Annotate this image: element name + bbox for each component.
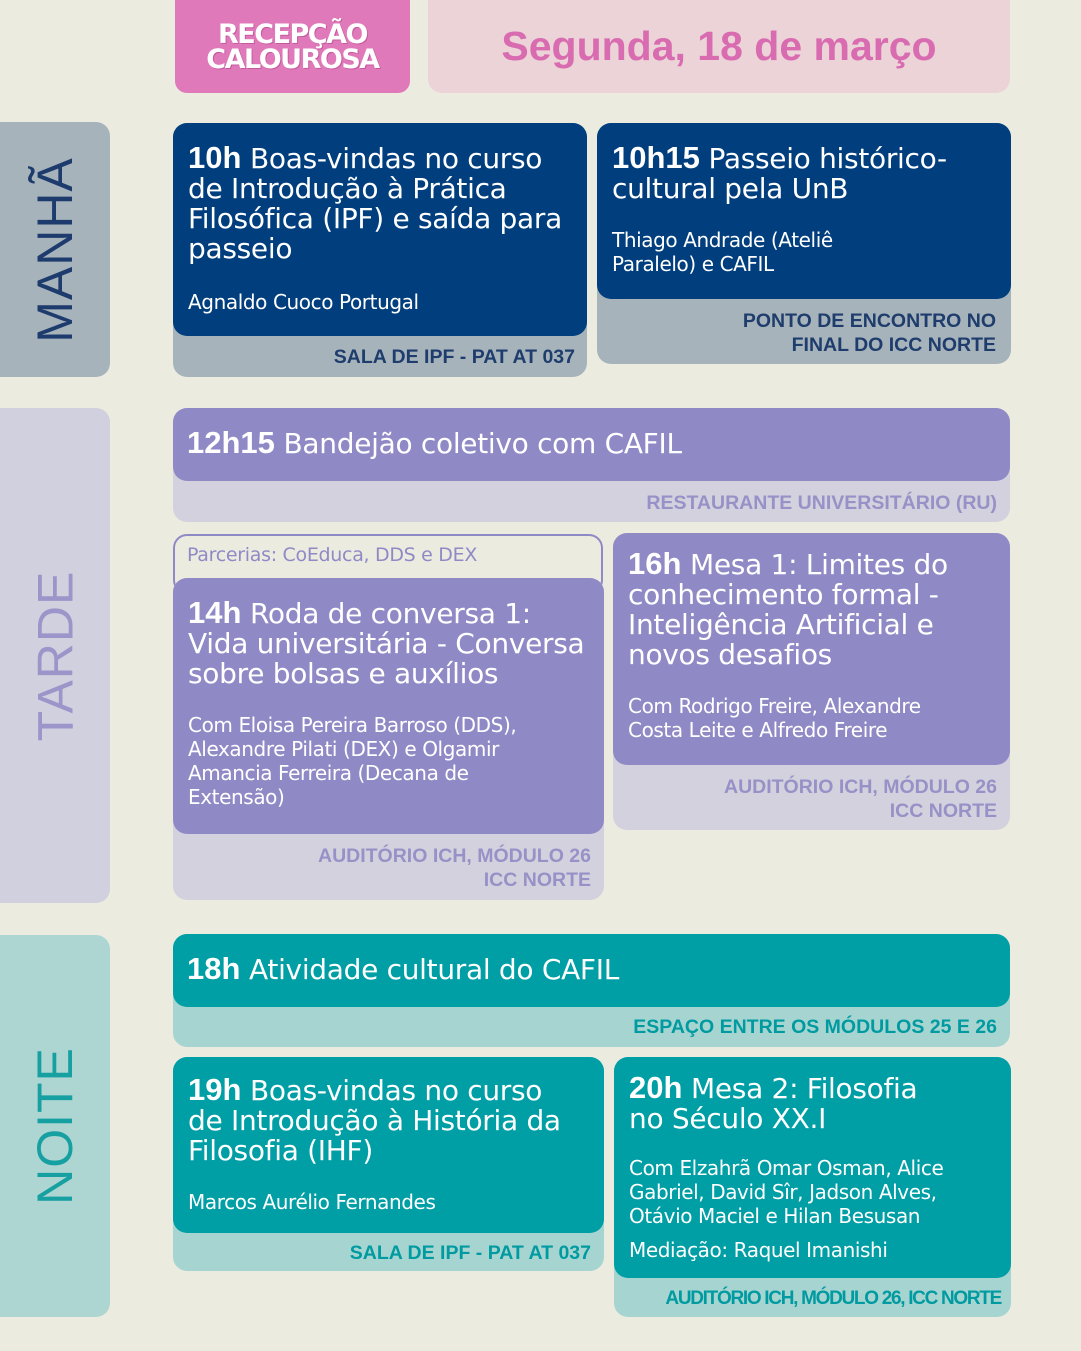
period-label-morning	[0, 122, 110, 377]
event-title-text: Mesa 1: Limites do conhecimento formal - Inteligência Artificial e novos desafios	[628, 548, 948, 671]
event-card-10h15	[597, 123, 1011, 364]
logo-line-2: CALOUROSA	[206, 43, 379, 75]
partners-text: Parcerias: CoEduca, DDS e DEX	[187, 544, 478, 566]
event-card-body	[597, 123, 1011, 299]
event-title	[629, 1070, 959, 1135]
event-card-14h	[173, 578, 604, 900]
event-time: 10h15	[612, 140, 700, 175]
event-title	[188, 1072, 583, 1167]
event-card-body	[173, 578, 604, 834]
event-title	[187, 425, 996, 460]
event-title	[188, 595, 588, 690]
event-title-text: Atividade cultural do CAFIL	[240, 953, 619, 986]
event-time: 19h	[188, 1072, 242, 1107]
date-banner	[428, 0, 1010, 93]
logo-line-1: RECEPÇÃO	[218, 18, 367, 50]
event-title-text: Passeio histórico-cultural pela UnB	[612, 142, 947, 205]
morning-label: MANHÃ	[27, 156, 84, 343]
event-time: 10h	[188, 140, 242, 175]
event-title	[612, 140, 996, 205]
event-card-body	[173, 934, 1010, 1007]
event-title-text: Bandejão coletivo com CAFIL	[274, 427, 682, 460]
event-card-body	[173, 1057, 604, 1233]
date-text: Segunda, 18 de março	[501, 23, 937, 69]
event-card-body	[173, 408, 1010, 481]
event-speakers: Com Eloisa Pereira Barroso (DDS), Alexandre Pilati (DEX) e Olgamir Amancia Ferreira (Decana de Extensão)	[188, 713, 517, 809]
event-time: 16h	[628, 546, 682, 581]
event-speakers: Marcos Aurélio Fernandes	[188, 1190, 436, 1214]
event-time: 18h	[187, 951, 241, 986]
event-logo	[175, 0, 410, 93]
event-speakers: Thiago Andrade (Ateliê Paralelo) e CAFIL	[612, 228, 833, 276]
event-card-16h	[613, 533, 1010, 830]
event-speakers: Com Elzahrã Omar Osman, Alice Gabriel, David Sîr, Jadson Alves, Otávio Maciel e Hilan Besusan	[629, 1156, 944, 1228]
event-location: AUDITÓRIO ICH, MÓDULO 26, ICC NORTE	[665, 1288, 1001, 1309]
event-location: AUDITÓRIO ICH, MÓDULO 26 ICC NORTE	[723, 776, 997, 822]
event-title	[187, 951, 996, 986]
event-mediation: Mediação: Raquel Imanishi	[629, 1238, 888, 1262]
event-card-body	[614, 1057, 1011, 1278]
event-card-20h	[614, 1057, 1011, 1317]
event-title-text: Mesa 2: Filosofia no Século XX.I	[629, 1072, 918, 1135]
event-location: RESTAURANTE UNIVERSITÁRIO (RU)	[646, 492, 997, 514]
event-time: 12h15	[187, 425, 275, 460]
event-time: 14h	[188, 595, 242, 630]
event-speakers: Agnaldo Cuoco Portugal	[188, 290, 419, 314]
event-card-body	[173, 123, 587, 336]
night-label: NOITE	[27, 1047, 84, 1205]
event-speakers: Com Rodrigo Freire, Alexandre Costa Leite e Alfredo Freire	[628, 694, 921, 742]
event-time: 20h	[629, 1070, 683, 1105]
event-title	[628, 546, 988, 671]
event-location: AUDITÓRIO ICH, MÓDULO 26 ICC NORTE	[317, 845, 591, 891]
event-card-10h	[173, 123, 587, 377]
event-title-text: Boas-vindas no curso de Introdução à História da Filosofia (IHF)	[188, 1074, 561, 1167]
event-location: ESPAÇO ENTRE OS MÓDULOS 25 E 26	[633, 1016, 997, 1038]
event-card-18h	[173, 934, 1010, 1047]
event-title	[188, 140, 572, 265]
event-title-text: Roda de conversa 1: Vida universitária - Conversa sobre bolsas e auxílios	[188, 597, 585, 690]
event-location: SALA DE IPF - PAT AT 037	[333, 346, 575, 368]
event-location: SALA DE IPF - PAT AT 037	[349, 1242, 591, 1264]
event-card-19h	[173, 1057, 604, 1271]
afternoon-label: TARDE	[27, 570, 83, 741]
period-label-night	[0, 935, 110, 1317]
event-card-12h15	[173, 408, 1010, 522]
event-title-text: Boas-vindas no curso de Introdução à Prática Filosófica (IPF) e saída para passeio	[188, 142, 562, 265]
event-location: PONTO DE ENCONTRO NO FINAL DO ICC NORTE	[742, 310, 996, 356]
period-label-afternoon	[0, 408, 110, 903]
event-card-body	[613, 533, 1010, 765]
